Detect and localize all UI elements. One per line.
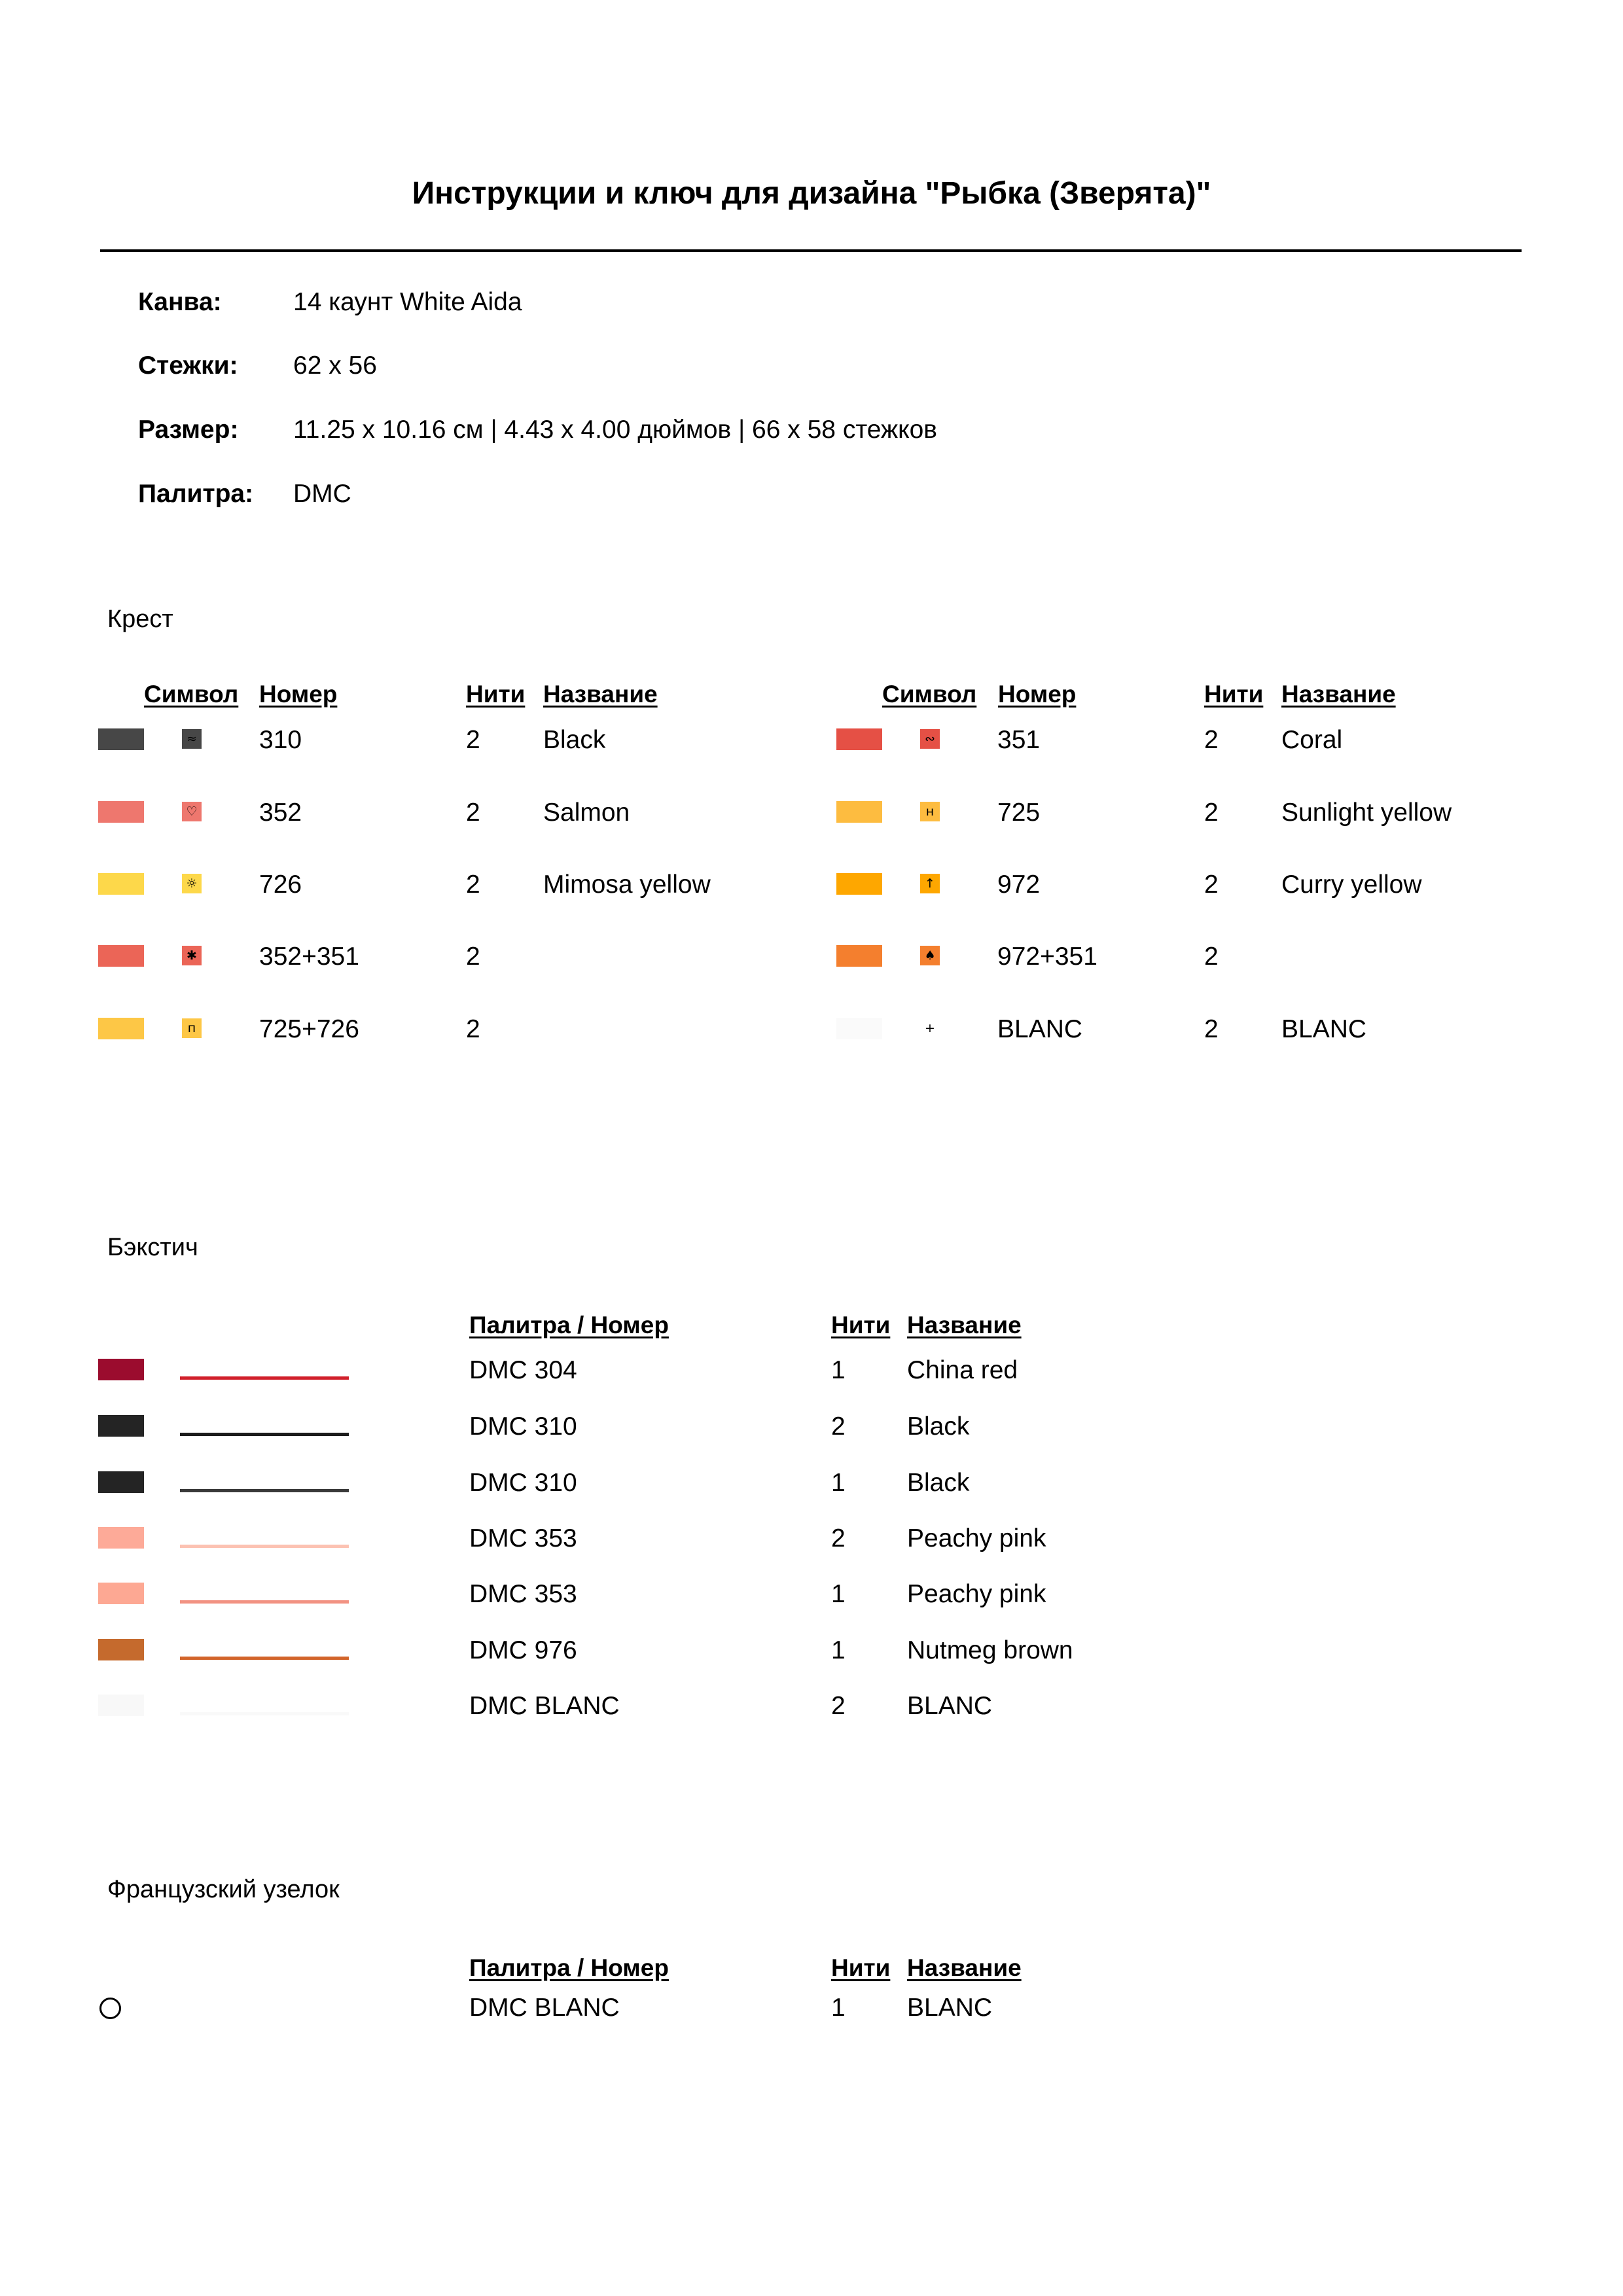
stitch-symbol-icon: ♡ (182, 802, 202, 821)
title-divider (100, 249, 1522, 252)
thread-name: BLANC (1281, 1015, 1367, 1043)
stitch-symbol-icon: ☼ (182, 874, 202, 893)
thread-swatch (98, 1695, 144, 1716)
stitch-symbol-icon: ♠ (920, 946, 940, 965)
thread-name: Coral (1281, 726, 1343, 754)
thread-strands: 2 (1204, 798, 1219, 827)
thread-swatch (836, 945, 882, 967)
thread-swatch (98, 945, 144, 967)
backstitch-name: Black (907, 1469, 970, 1497)
thread-strands: 2 (466, 726, 480, 754)
backstitch-line (180, 1376, 349, 1380)
thread-swatch (836, 1018, 882, 1039)
backstitch-line (180, 1545, 349, 1548)
backstitch-name: Nutmeg brown (907, 1636, 1073, 1664)
thread-swatch (98, 1527, 144, 1549)
stitch-symbol-icon: ∾ (920, 729, 940, 749)
backstitch-strands: 1 (831, 1356, 846, 1384)
stitch-symbol-icon: + (920, 1018, 940, 1038)
backstitch-line (180, 1657, 349, 1660)
cross-header-symbol-right: Символ (882, 681, 977, 708)
stitch-symbol-icon: н (920, 802, 940, 821)
thread-swatch (98, 1359, 144, 1380)
stitch-symbol-icon: ✱ (182, 946, 202, 965)
backstitch-line (180, 1712, 349, 1715)
backstitch-palette: DMC 353 (469, 1524, 577, 1552)
palette-label: Палитра: (138, 480, 254, 508)
french-knot-name: BLANC (907, 1994, 993, 2022)
thread-number: 972+351 (997, 942, 1097, 971)
thread-swatch (98, 728, 144, 750)
backstitch-name: Peachy pink (907, 1580, 1046, 1608)
cross-header-strands-left: Нити (466, 681, 526, 708)
backstitch-strands: 2 (831, 1692, 846, 1720)
thread-name: Salmon (543, 798, 630, 827)
backstitch-strands: 1 (831, 1469, 846, 1497)
french-knot-strands: 1 (831, 1994, 846, 2022)
french-knot-section-heading: Французский узелок (107, 1876, 340, 1903)
backstitch-palette: DMC 353 (469, 1580, 577, 1608)
backstitch-line (180, 1489, 349, 1492)
size-label: Размер: (138, 416, 239, 444)
backstitch-header-palette: Палитра / Номер (469, 1312, 669, 1338)
thread-swatch (836, 801, 882, 823)
backstitch-section-heading: Бэкстич (107, 1234, 198, 1261)
cross-header-number-left: Номер (259, 681, 338, 708)
french-knot-header-name: Название (907, 1954, 1022, 1981)
thread-strands: 2 (466, 870, 480, 899)
backstitch-name: BLANC (907, 1692, 993, 1720)
thread-name: Curry yellow (1281, 870, 1422, 899)
french-knot-palette: DMC BLANC (469, 1994, 620, 2022)
backstitch-line (180, 1600, 349, 1604)
thread-swatch (98, 1471, 144, 1493)
thread-name: Mimosa yellow (543, 870, 711, 899)
cross-section-heading: Крест (107, 605, 173, 633)
backstitch-strands: 1 (831, 1580, 846, 1608)
thread-name: Black (543, 726, 606, 754)
thread-number: 351 (997, 726, 1041, 754)
thread-number: 725 (997, 798, 1041, 827)
backstitch-header-name: Название (907, 1312, 1022, 1338)
backstitch-strands: 2 (831, 1524, 846, 1552)
backstitch-line (180, 1433, 349, 1436)
palette-value: DMC (293, 480, 351, 508)
french-knot-header-palette: Палитра / Номер (469, 1954, 669, 1981)
backstitch-palette: DMC 310 (469, 1412, 577, 1441)
thread-number: 725+726 (259, 1015, 359, 1043)
stitches-value: 62 x 56 (293, 351, 377, 380)
thread-strands: 2 (1204, 1015, 1219, 1043)
backstitch-palette: DMC 976 (469, 1636, 577, 1664)
size-value: 11.25 x 10.16 см | 4.43 x 4.00 дюймов | 66 x 58 стежков (293, 416, 937, 444)
thread-number: 310 (259, 726, 302, 754)
backstitch-palette: DMC 304 (469, 1356, 577, 1384)
cross-header-name-left: Название (543, 681, 658, 708)
thread-strands: 2 (466, 942, 480, 971)
backstitch-name: Black (907, 1412, 970, 1441)
thread-strands: 2 (1204, 870, 1219, 899)
french-knot-circle-icon (99, 1998, 121, 2019)
thread-number: 726 (259, 870, 302, 899)
thread-swatch (98, 1583, 144, 1604)
backstitch-strands: 2 (831, 1412, 846, 1441)
thread-strands: 2 (1204, 942, 1219, 971)
thread-number: 352 (259, 798, 302, 827)
thread-name: Sunlight yellow (1281, 798, 1452, 827)
thread-swatch (98, 873, 144, 895)
thread-swatch (98, 1415, 144, 1437)
thread-swatch (98, 1018, 144, 1039)
thread-swatch (98, 1639, 144, 1660)
cross-header-number-right: Номер (998, 681, 1077, 708)
backstitch-name: Peachy pink (907, 1524, 1046, 1552)
thread-strands: 2 (1204, 726, 1219, 754)
page-title: Инструкции и ключ для дизайна "Рыбка (Зверята)" (412, 176, 1211, 211)
backstitch-palette: DMC 310 (469, 1469, 577, 1497)
thread-strands: 2 (466, 1015, 480, 1043)
backstitch-strands: 1 (831, 1636, 846, 1664)
backstitch-name: China red (907, 1356, 1018, 1384)
backstitch-header-strands: Нити (831, 1312, 891, 1338)
thread-swatch (836, 873, 882, 895)
french-knot-header-strands: Нити (831, 1954, 891, 1981)
thread-swatch (836, 728, 882, 750)
stitch-symbol-icon: ≈ (182, 729, 202, 749)
backstitch-palette: DMC BLANC (469, 1692, 620, 1720)
thread-number: 972 (997, 870, 1041, 899)
stitches-label: Стежки: (138, 351, 238, 380)
thread-strands: 2 (466, 798, 480, 827)
cross-header-symbol-left: Символ (144, 681, 239, 708)
cross-header-name-right: Название (1281, 681, 1396, 708)
cross-header-strands-right: Нити (1204, 681, 1264, 708)
thread-swatch (98, 801, 144, 823)
canvas-value: 14 каунт White Aida (293, 288, 522, 316)
thread-number: BLANC (997, 1015, 1083, 1043)
stitch-symbol-icon: п (182, 1018, 202, 1038)
thread-number: 352+351 (259, 942, 359, 971)
stitch-symbol-icon: ↑ (920, 874, 940, 893)
canvas-label: Канва: (138, 288, 222, 316)
